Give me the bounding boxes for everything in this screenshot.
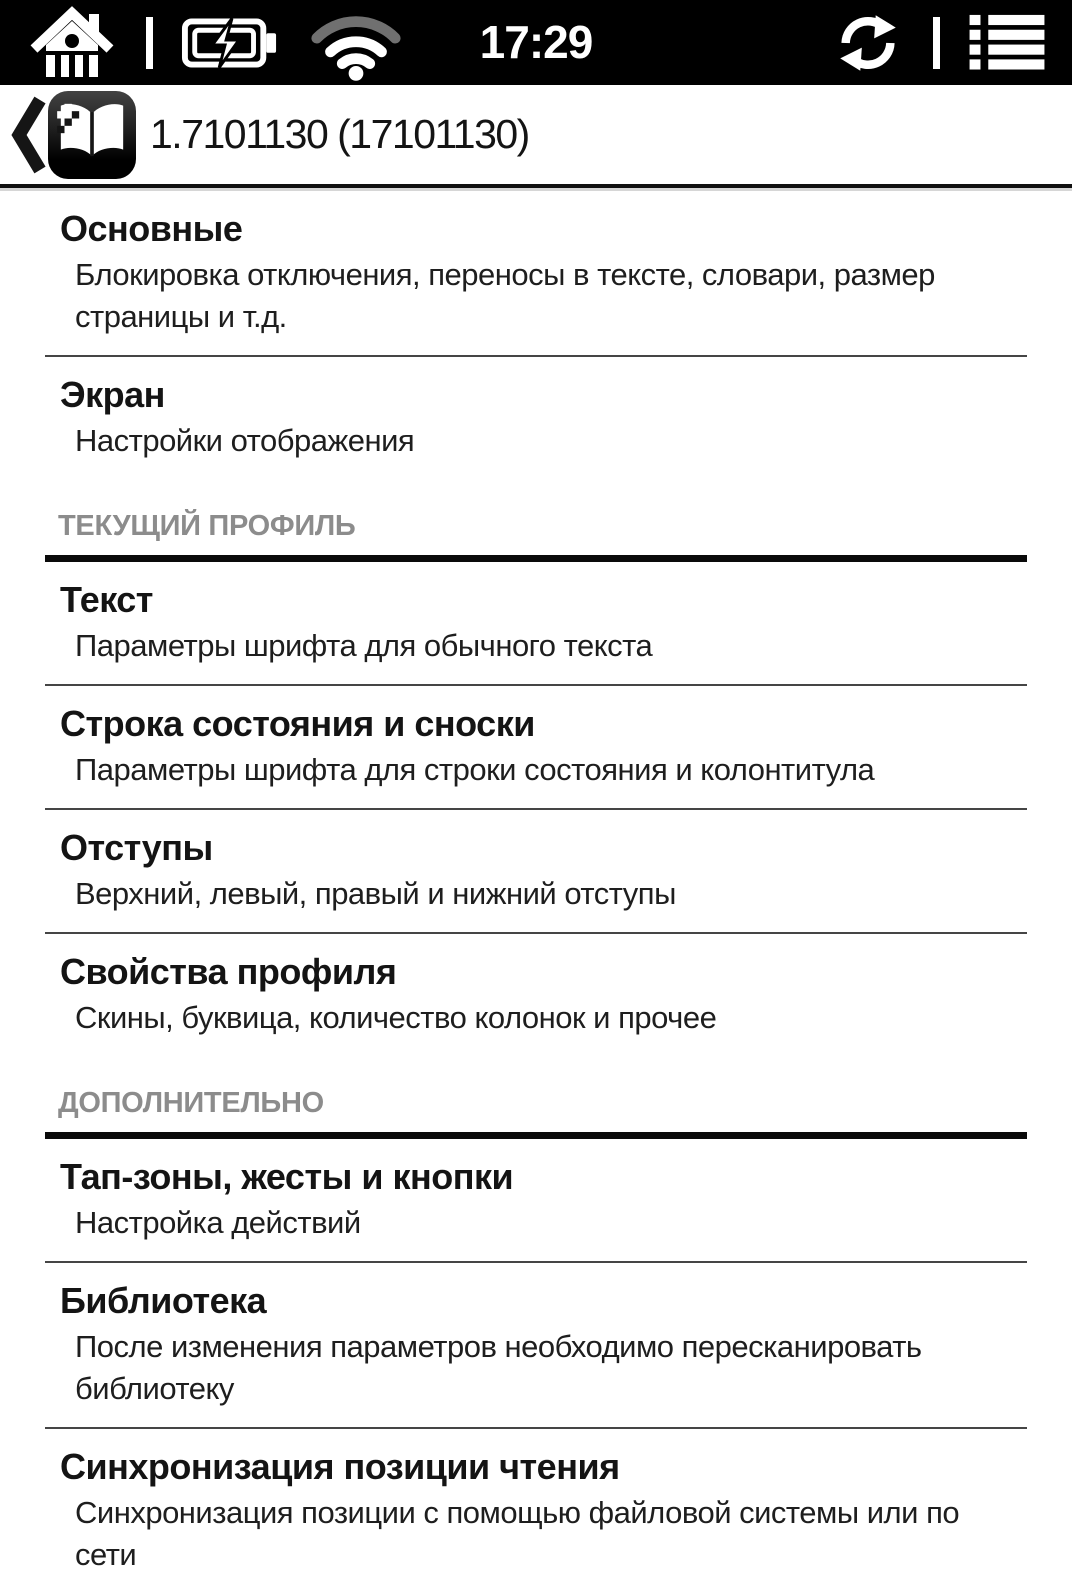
settings-item-tekst[interactable]: [0, 562, 1072, 684]
settings-item-tap-zones[interactable]: [0, 1139, 1072, 1261]
settings-item-title: Библиотека: [60, 1280, 267, 1321]
status-bar-divider: [933, 17, 940, 69]
settings-item-ekran[interactable]: [0, 357, 1072, 479]
reader-app-book-icon[interactable]: [48, 91, 136, 179]
action-bar: [0, 85, 1072, 188]
settings-item-status-line[interactable]: [0, 686, 1072, 808]
settings-item-subtitle: Блокировка отключения, переносы в тексте, словари, размер страницы и т.д.: [75, 257, 935, 334]
section-header-current-profile: ТЕКУЩИЙ ПРОФИЛЬ: [58, 510, 356, 542]
settings-item-subtitle: Скины, буквица, количество колонок и прочее: [75, 1000, 717, 1035]
settings-item-title: Основные: [60, 208, 243, 249]
settings-item-osnovnye[interactable]: [0, 191, 1072, 355]
status-bar-right: [831, 6, 1046, 80]
settings-item-subtitle: Параметры шрифта для обычного текста: [75, 628, 653, 663]
settings-item-subtitle: Настройки отображения: [75, 423, 415, 458]
status-bar-left: [26, 3, 405, 83]
list-menu-icon[interactable]: [968, 13, 1046, 73]
section-header-additional: ДОПОЛНИТЕЛЬНО: [58, 1087, 324, 1119]
settings-item-subtitle: Параметры шрифта для строки состояния и колонтитула: [75, 752, 875, 787]
settings-item-otstupy[interactable]: [0, 810, 1072, 932]
section-divider: [45, 555, 1027, 562]
wifi-icon: [307, 4, 405, 82]
home-icon[interactable]: [26, 3, 118, 83]
settings-item-subtitle: Настройка действий: [75, 1205, 361, 1240]
settings-item-title: Отступы: [60, 827, 213, 868]
settings-item-title: Тап-зоны, жесты и кнопки: [60, 1156, 514, 1197]
settings-item-profile-props[interactable]: [0, 934, 1072, 1056]
settings-list: [0, 191, 1072, 1593]
settings-item-title: Синхронизация позиции чтения: [60, 1446, 620, 1487]
battery-charging-icon: [181, 15, 279, 71]
page-title: 1.7101130 (17101130): [150, 111, 529, 157]
settings-item-sync-position[interactable]: [0, 1429, 1072, 1593]
settings-item-title: Текст: [60, 579, 153, 620]
settings-item-subtitle: Синхронизация позиции с помощью файловой системы или по сети: [75, 1495, 960, 1572]
settings-item-subtitle: После изменения параметров необходимо пересканировать библиотеку: [75, 1329, 922, 1406]
back-chevron-icon[interactable]: [10, 93, 46, 177]
settings-item-subtitle: Верхний, левый, правый и нижний отступы: [75, 876, 676, 911]
settings-item-title: Свойства профиля: [60, 951, 397, 992]
sync-icon[interactable]: [831, 6, 905, 80]
section-divider: [45, 1132, 1027, 1139]
status-bar-divider: [146, 17, 153, 69]
clock: 17:29: [479, 15, 593, 68]
settings-item-title: Экран: [60, 374, 165, 415]
settings-item-title: Строка состояния и сноски: [60, 703, 535, 744]
settings-item-library[interactable]: [0, 1263, 1072, 1427]
status-bar: [0, 0, 1072, 85]
